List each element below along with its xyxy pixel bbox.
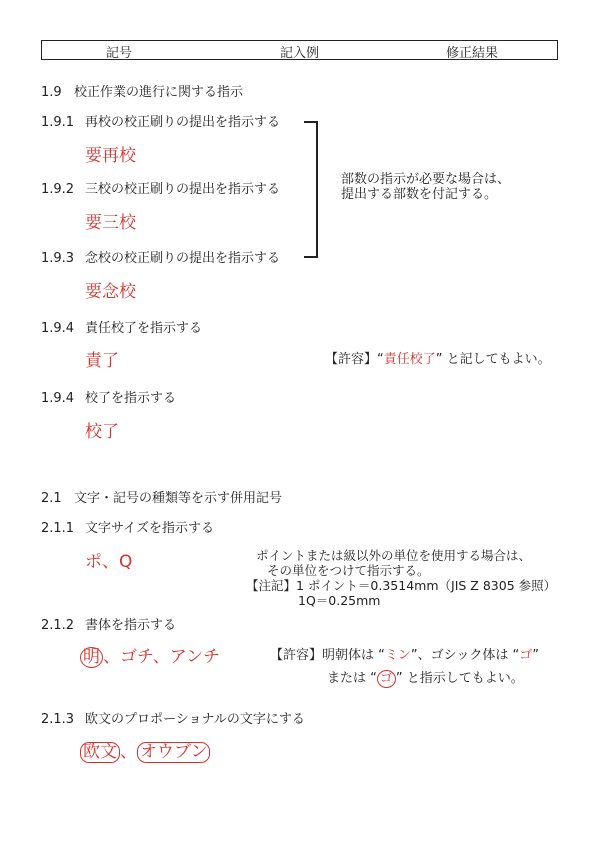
grouping-bracket xyxy=(304,121,318,258)
mark-2-1-2: 明 、ゴチ、アンチ xyxy=(80,642,220,668)
item-1-9-4b: 1.9.4 校了を指示する xyxy=(41,391,177,406)
note-2-1-2: 【許容】明朝体は “ミン”、ゴシック体は “ゴ” xyxy=(270,648,540,663)
item-2-1-1: 2.1.1 文字サイズを指示する xyxy=(41,521,214,536)
header-example: 記入例 xyxy=(280,46,320,61)
note-1-9-4a: 【許容】“責任校了” と記してもよい。 xyxy=(325,352,551,367)
section-heading-2-1: 2.1 文字・記号の種類等を示す併用記号 xyxy=(41,491,283,506)
note-2-1-2-line2: または “ ゴ ” と指示してもよい。 xyxy=(327,671,524,686)
enclosed-proportional-mark: 欧文 xyxy=(80,742,120,763)
header-table-row xyxy=(41,40,558,60)
item-1-9-2: 1.9.2 三校の校正刷りの提出を指示する xyxy=(41,182,281,197)
header-result: 修正結果 xyxy=(446,46,499,61)
mark-1-9-3: 要念校 xyxy=(85,282,136,302)
enclosed-proportional-kana-mark: オウブン xyxy=(137,742,210,763)
mark-1-9-4a: 責了 xyxy=(85,351,119,371)
section-heading-1-9: 1.9 校正作業の進行に関する指示 xyxy=(41,85,244,100)
mark-2-1-3: 欧文 、 オウブン xyxy=(80,737,210,763)
header-symbol: 記号 xyxy=(106,46,133,61)
item-1-9-3: 1.9.3 念校の校正刷りの提出を指示する xyxy=(41,251,281,266)
mark-1-9-2: 要三校 xyxy=(85,213,136,233)
mark-1-9-4b: 校了 xyxy=(85,422,119,442)
note-2-1-1: ポイントまたは級以外の単位を使用する場合は、 その単位をつけて指示する。 【注記】1 ポイント＝0.3514mm（JIS Z 8305 参照） 1Q＝0.25mm xyxy=(246,548,557,608)
item-2-1-3: 2.1.3 欧文のプロポーショナルの文字にする xyxy=(41,712,305,727)
item-1-9-4a: 1.9.4 責任校了を指示する xyxy=(41,321,203,336)
bracket-note: 部数の指示が必要な場合は、 提出する部数を付記する。 xyxy=(341,172,511,202)
mark-1-9-1: 要再校 xyxy=(85,146,136,166)
mark-2-1-1: ポ、Q xyxy=(85,552,133,572)
circled-mincho-mark: 明 xyxy=(80,647,103,668)
circled-go-mark: ゴ xyxy=(377,670,396,688)
item-2-1-2: 2.1.2 書体を指示する xyxy=(41,618,177,633)
item-1-9-1: 1.9.1 再校の校正刷りの提出を指示する xyxy=(41,115,281,130)
